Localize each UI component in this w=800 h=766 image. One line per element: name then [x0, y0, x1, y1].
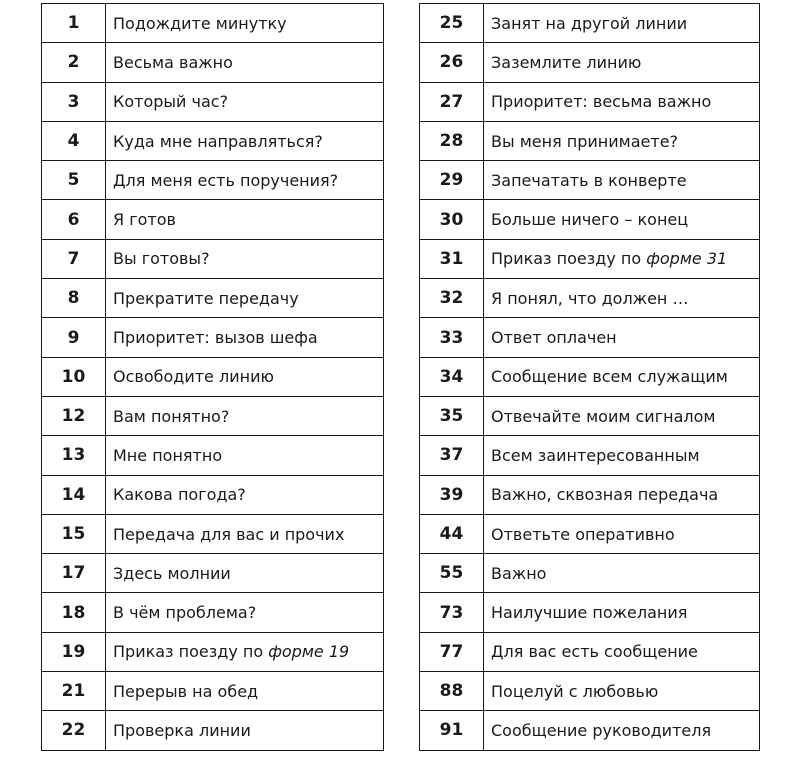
code-number: 28 [420, 121, 484, 160]
code-meaning [484, 593, 760, 632]
code-number: 21 [42, 672, 106, 711]
code-meaning [484, 279, 760, 318]
table-row [420, 396, 760, 435]
table-row [42, 318, 384, 357]
meaning-text: Какова погода? [113, 485, 246, 505]
code-meaning [484, 82, 760, 121]
table-row [42, 239, 384, 278]
code-number: 32 [420, 279, 484, 318]
meaning-text: Заземлите линию [491, 52, 642, 72]
code-meaning [106, 436, 384, 475]
table-row [42, 43, 384, 82]
code-number: 5 [42, 161, 106, 200]
code-meaning [106, 554, 384, 593]
meaning-text: Приоритет: весьма важно [491, 92, 712, 112]
code-meaning [484, 436, 760, 475]
meaning-text: Я готов [113, 210, 176, 230]
code-meaning [106, 632, 384, 671]
code-meaning [106, 514, 384, 553]
code-number: 31 [420, 239, 484, 278]
table-row [42, 632, 384, 671]
table-row [420, 672, 760, 711]
meaning-text: Важно [491, 563, 547, 583]
code-meaning [106, 43, 384, 82]
table-row [420, 357, 760, 396]
table-row [42, 82, 384, 121]
meaning-text: Приказ поезду по [113, 642, 269, 662]
meaning-text: Здесь молнии [113, 563, 231, 583]
code-meaning [484, 711, 760, 750]
form-reference: форме 19 [268, 642, 350, 662]
code-number: 88 [420, 672, 484, 711]
table-row [420, 475, 760, 514]
table-row [42, 672, 384, 711]
code-meaning [484, 632, 760, 671]
code-number: 1 [42, 4, 106, 43]
meaning-text: Ответьте оперативно [491, 524, 675, 544]
meaning-text: Наилучшие пожелания [491, 603, 688, 623]
code-meaning [484, 239, 760, 278]
code-number: 35 [420, 396, 484, 435]
code-number: 37 [420, 436, 484, 475]
table-row [42, 554, 384, 593]
code-number: 29 [420, 161, 484, 200]
table-row [420, 200, 760, 239]
right-code-table [419, 3, 760, 751]
code-number: 17 [42, 554, 106, 593]
meaning-text: Запечатать в конверте [491, 170, 687, 190]
meaning-text: Для меня есть поручения? [113, 170, 339, 190]
table-row [420, 4, 760, 43]
code-meaning [106, 200, 384, 239]
meaning-text: Вы меня принимаете? [491, 131, 679, 151]
table-row [420, 514, 760, 553]
code-number: 39 [420, 475, 484, 514]
code-number: 25 [420, 4, 484, 43]
code-meaning [106, 239, 384, 278]
table-row [42, 475, 384, 514]
table-row [420, 239, 760, 278]
code-number: 26 [420, 43, 484, 82]
meaning-text: Вы готовы? [113, 249, 210, 269]
code-number: 3 [42, 82, 106, 121]
code-meaning [106, 357, 384, 396]
code-meaning [106, 711, 384, 750]
code-meaning [106, 672, 384, 711]
left-table-body [42, 4, 384, 751]
meaning-text: Я понял, что должен … [491, 288, 689, 308]
right-table-body [420, 4, 760, 751]
code-meaning [484, 200, 760, 239]
code-meaning [106, 475, 384, 514]
meaning-text: Ответ оплачен [491, 328, 617, 348]
code-meaning [484, 357, 760, 396]
meaning-text: Сообщение руководителя [491, 720, 712, 740]
meaning-text: Отвечайте моим сигналом [491, 406, 716, 426]
table-row [420, 318, 760, 357]
code-meaning [106, 121, 384, 160]
code-number: 6 [42, 200, 106, 239]
code-number: 27 [420, 82, 484, 121]
code-meaning [106, 593, 384, 632]
meaning-text: Занят на другой линии [491, 13, 688, 33]
meaning-text: Весьма важно [113, 52, 233, 72]
table-row [42, 200, 384, 239]
code-number: 9 [42, 318, 106, 357]
table-row [42, 357, 384, 396]
table-row [42, 4, 384, 43]
code-meaning [484, 514, 760, 553]
table-row [42, 436, 384, 475]
meaning-text: Освободите линию [113, 367, 274, 387]
table-row [420, 82, 760, 121]
table-row [42, 279, 384, 318]
code-meaning [484, 554, 760, 593]
code-meaning [106, 279, 384, 318]
code-number: 30 [420, 200, 484, 239]
code-number: 44 [420, 514, 484, 553]
meaning-text: Который час? [113, 92, 229, 112]
meaning-text: Приоритет: вызов шефа [113, 328, 318, 348]
meaning-text: Поцелуй с любовью [491, 681, 659, 701]
table-row [420, 554, 760, 593]
code-meaning [106, 82, 384, 121]
form-reference: форме 31 [646, 249, 728, 269]
code-number: 13 [42, 436, 106, 475]
code-number: 33 [420, 318, 484, 357]
meaning-text: Важно, сквозная передача [491, 485, 719, 505]
meaning-text: Передача для вас и прочих [113, 524, 345, 544]
table-row [420, 593, 760, 632]
code-meaning [484, 672, 760, 711]
meaning-text: Подождите минутку [113, 13, 287, 33]
code-number: 2 [42, 43, 106, 82]
table-row [420, 632, 760, 671]
code-number: 14 [42, 475, 106, 514]
code-meaning [106, 396, 384, 435]
meaning-text: Прекратите передачу [113, 288, 299, 308]
table-row [420, 43, 760, 82]
code-number: 12 [42, 396, 106, 435]
left-code-table [41, 3, 384, 751]
table-row [42, 161, 384, 200]
code-number: 8 [42, 279, 106, 318]
code-meaning [484, 475, 760, 514]
table-row [42, 593, 384, 632]
code-meaning [484, 318, 760, 357]
code-meaning [484, 43, 760, 82]
code-number: 10 [42, 357, 106, 396]
code-number: 77 [420, 632, 484, 671]
code-meaning [106, 161, 384, 200]
code-number: 55 [420, 554, 484, 593]
meaning-text: Приказ поезду по [491, 249, 647, 269]
code-number: 73 [420, 593, 484, 632]
code-number: 4 [42, 121, 106, 160]
table-row [420, 436, 760, 475]
table-row [420, 161, 760, 200]
code-number: 34 [420, 357, 484, 396]
table-row [420, 279, 760, 318]
table-row [42, 396, 384, 435]
code-number: 19 [42, 632, 106, 671]
meaning-text: Перерыв на обед [113, 681, 259, 701]
table-row [42, 121, 384, 160]
table-row [42, 514, 384, 553]
code-meaning [484, 121, 760, 160]
code-number: 91 [420, 711, 484, 750]
code-meaning [106, 318, 384, 357]
code-number: 7 [42, 239, 106, 278]
meaning-text: Мне понятно [113, 445, 223, 465]
code-meaning [106, 4, 384, 43]
meaning-text: Для вас есть сообщение [491, 642, 698, 662]
meaning-text: Вам понятно? [113, 406, 230, 426]
meaning-text: В чём проблема? [113, 603, 257, 623]
code-meaning [484, 4, 760, 43]
table-row [420, 121, 760, 160]
code-meaning [484, 161, 760, 200]
code-meaning [484, 396, 760, 435]
meaning-text: Сообщение всем служащим [491, 367, 728, 387]
code-number: 18 [42, 593, 106, 632]
code-number: 22 [42, 711, 106, 750]
meaning-text: Проверка линии [113, 720, 251, 740]
meaning-text: Куда мне направляться? [113, 131, 323, 151]
code-number: 15 [42, 514, 106, 553]
meaning-text: Всем заинтересованным [491, 445, 700, 465]
table-row [420, 711, 760, 750]
table-row [42, 711, 384, 750]
meaning-text: Больше ничего – конец [491, 210, 689, 230]
